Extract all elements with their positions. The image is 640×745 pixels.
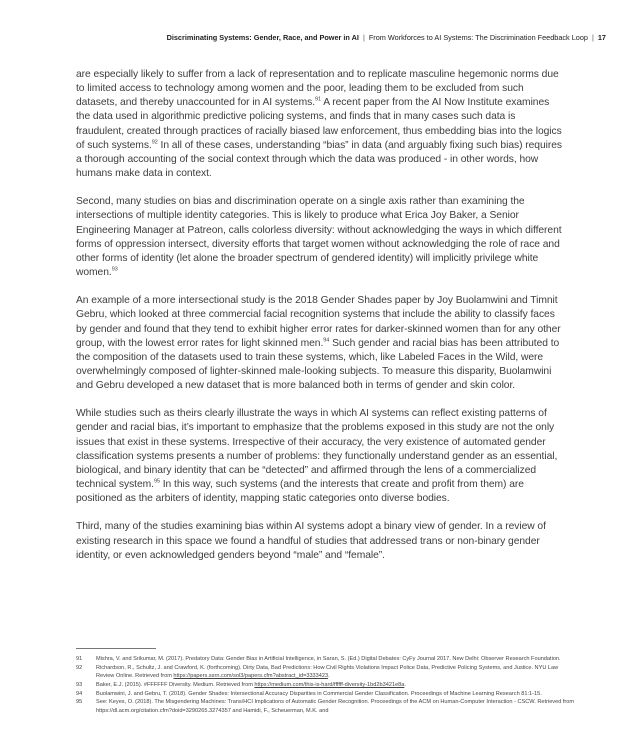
page-number: 17 (597, 33, 606, 42)
footnote-ref-95[interactable]: 95 (153, 478, 160, 485)
paragraph-text: An example of a more intersectional study is the 2018 Gender Shades paper by Joy Buolamwini and Timnit Gebru, which looked at three commercial facial recognition systems that include the ability to classify faces by gender and found that they tend to exhibit higher error rates for darker-skinned women than for any other group, with the lowest error rates for light skinned men. (76, 295, 561, 349)
header-separator: | (362, 33, 365, 42)
footnote-number: 92 (76, 664, 83, 671)
footnote-text: Baker, E.J. (2015). #FFFFFF Diversity. Medium. Retrieved from https://medium.com/this-is-hard/ffffff-diversity-1bd2b3421e8a. (96, 681, 406, 688)
footnote-93 (76, 681, 576, 689)
paragraph-5 (76, 520, 566, 562)
footnote-94 (76, 690, 576, 698)
footnote-ref-92[interactable]: 92 (151, 139, 158, 146)
paragraph-text: While studies such as theirs clearly illustrate the ways in which AI systems can reflect existing patterns of gender and racial bias, it’s important to emphasize that the problems exposed in this study are not the only issues that exist in these systems. Irrespective of their accuracy, the very existence of automated gender classification systems presents a number of problems: they functionally understand gender as an essential, biological, and binary identity that can be “detected” and affirmed through the lens of a commercialized technical system. (76, 408, 558, 491)
section-title: From Workforces to AI Systems: The Discrimination Feedback Loop (368, 33, 588, 42)
running-header (76, 33, 606, 49)
footnote-91 (76, 655, 576, 663)
paragraph-text: Such gender and racial bias has been attributed to the composition of the datasets used to train these systems, which, like Labeled Faces in the Wild, were overwhelmingly composed of lighter-skinned male-looking subjects. To measure this disparity, Buolamwini and Gebru developed a new dataset that is more balanced both in terms of gender and skin color. (76, 337, 560, 392)
paragraph-2 (76, 195, 566, 280)
paragraph-1 (76, 68, 566, 181)
footnote-number: 94 (76, 690, 83, 697)
footnote-ref-93[interactable]: 93 (111, 266, 118, 273)
header-separator-2: | (591, 33, 594, 42)
paragraph-text: Third, many of the studies examining bias within AI systems adopt a binary view of gender. In a review of existing research in this space we found a handful of studies that addressed trans or non-binary gender identity, or even acknowledged genders beyond “male” and “female”. (76, 521, 546, 561)
footnote-link[interactable]: https://papers.ssrn.com/sol3/papers.cfm?abstract_id=3333423 (173, 673, 329, 680)
footnote-link[interactable]: https://medium.com/this-is-hard/ffffff-diversity-1bd2b3421e8a (254, 681, 405, 688)
footnote-92 (76, 664, 576, 681)
paragraph-text: A recent paper from the AI Now Institute examines the data used in algorithmic predictive policing systems, and finds that in many cases such data is fraudulent, created through practices of racially biased law enforcement, thus embedding bias into the logics of such systems. (76, 97, 562, 151)
body-text (76, 68, 566, 577)
footnote-number: 91 (76, 656, 83, 662)
footnote-text: Buolamwini, J. and Gebru, T. (2018). Gender Shades: Intersectional Accuracy Disparities in Commercial Gender Classification. Proceedings of Machine Learning Research 81:1-15. (96, 690, 542, 697)
footnote-ref-91[interactable]: 91 (315, 96, 321, 103)
footnote-number: 93 (76, 681, 83, 688)
paragraph-text: are especially likely to suffer from a lack of representation and to replicate masculine hegemonic norms due to limited access to technology among women and the poor, leading them to be excluded from such datasets, and thereby unaccounted for in AI systems. (76, 69, 559, 109)
footnote-divider (76, 648, 156, 649)
footnote-95 (76, 698, 576, 715)
footnote-text: See: Keyes, O. (2018). The Misgendering Machines: Trans/HCI Implications of Automatic Gender Recognition. Proceedings of the ACM on Human-Computer Interaction - CSCW. Retrieved from https://dl.acm.org/citation.cfm?doid=3290265.3274357 and Hamidi, F., Scheuerman, M.K. and (96, 699, 575, 714)
paragraph-text: In all of these cases, understanding “bias” in data (and arguably fixing such bias) requires a thorough accounting of the social context through which the data was produced - in other words, how humans make data in context. (76, 139, 562, 180)
footnote-ref-94[interactable]: 94 (323, 337, 330, 344)
paragraph-3 (76, 294, 566, 393)
paragraph-text: Second, many studies on bias and discrimination operate on a single axis rather than examining the intersections of multiple identity categories. This is likely to produce what Erica Joy Baker, a Senior Engineering Manager at Patreon, calls colorless diversity: without acknowledging the ways in which different forms of oppression intersect, diversity efforts that target women without acknowledging the role of race and other forms of identity (let alone the broader spectrum of gendered identity) will implicitly privilege white women. (76, 196, 562, 279)
footnote-text: Richardson, R., Schultz, J. and Crawford, K. (forthcoming). Dirty Data, Bad Predictions: How Civil Rights Violations Impact Police Data, Predictive Policing Systems, and Justice. NYU Law Review Online. Retrieved from https://papers.ssrn.com/sol3/papers.cfm?abstract_id=3333423. (96, 664, 559, 680)
paragraph-text: In this way, such systems (and the interests that create and profit from them) are positioned as the arbiters of identity, mapping static categories onto diverse bodies. (76, 479, 524, 505)
paragraph-4 (76, 407, 566, 506)
footnote-number: 95 (76, 699, 83, 706)
report-title: Discriminating Systems: Gender, Race, and Power in AI (166, 33, 359, 42)
footnote-text: Mishra, V. and Srikumar, M. (2017). Predatory Data: Gender Bias in Artificial Intelligence, in Saran, S. (Ed.) Digital Debates: CyFy Journal 2017. New Delhi: Observer Research Foundation. (96, 656, 561, 662)
footnotes (76, 655, 576, 716)
